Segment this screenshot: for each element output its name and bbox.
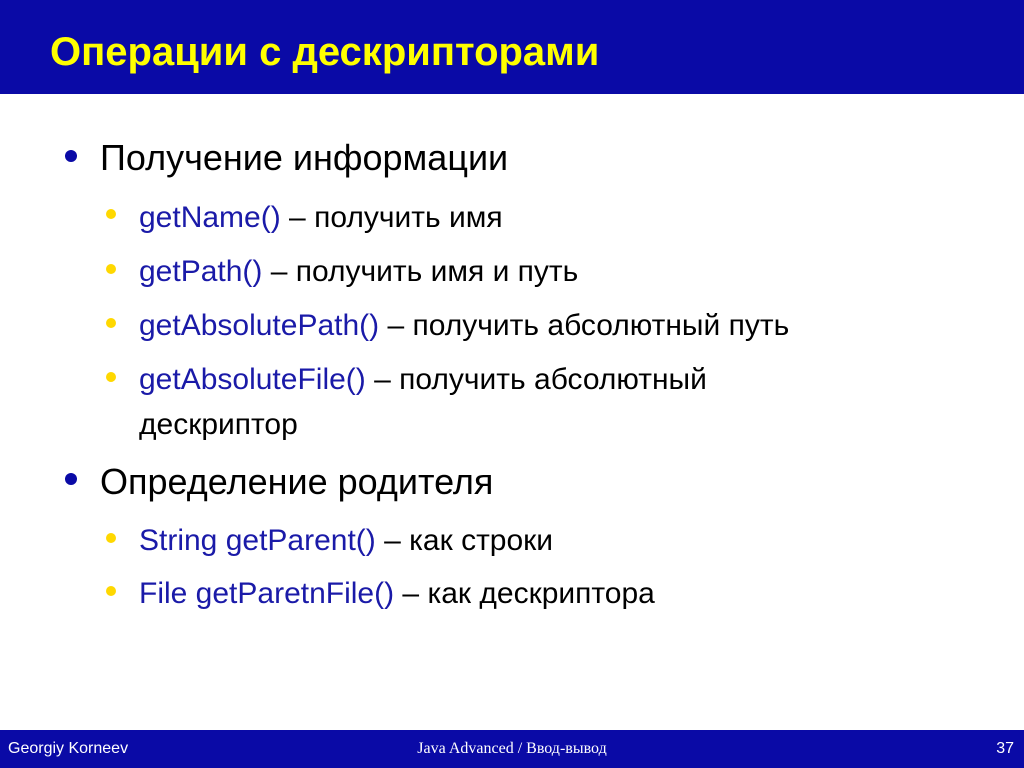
level2-bullet-icon — [106, 264, 116, 274]
list-item — [139, 358, 707, 402]
list-item — [139, 196, 503, 240]
level2-bullet-icon — [106, 318, 116, 328]
section-heading: Определение родителя — [100, 461, 494, 502]
method-description: – получить имя и путь — [262, 255, 579, 288]
level2-bullet-icon — [106, 533, 116, 543]
level2-bullet-icon — [106, 209, 116, 219]
slide-title: Операции с дескрипторами — [50, 30, 600, 74]
method-name: File getParetnFile() — [139, 577, 395, 610]
method-description: – получить абсолютный путь — [379, 309, 790, 342]
list-item — [139, 304, 789, 348]
footer-bar — [0, 730, 1024, 768]
level2-bullet-icon — [106, 586, 116, 596]
method-description: – как дескриптора — [394, 577, 655, 610]
method-name: getName() — [139, 201, 281, 234]
method-description: – получить абсолютный — [365, 363, 707, 396]
method-description: – получить имя — [280, 201, 503, 234]
level1-bullet-icon — [65, 473, 77, 485]
title-bar — [0, 0, 1024, 94]
list-item — [139, 250, 578, 294]
list-item — [139, 572, 655, 616]
level1-bullet-icon — [65, 150, 77, 162]
level2-bullet-icon — [106, 372, 116, 382]
footer-author: Georgiy Korneev — [8, 740, 129, 757]
page-number: 37 — [996, 740, 1014, 757]
list-item — [139, 519, 553, 563]
list-item-continuation: дескриптор — [139, 408, 298, 441]
method-name: getAbsoluteFile() — [139, 363, 366, 396]
footer-course-title: Java Advanced / Ввод-вывод — [417, 740, 607, 757]
method-name: String getParent() — [139, 524, 376, 557]
section-heading: Получение информации — [100, 137, 509, 178]
method-name: getAbsolutePath() — [139, 309, 380, 342]
slide-content — [0, 94, 1024, 730]
method-description: – как строки — [375, 524, 554, 557]
method-name: getPath() — [139, 255, 263, 288]
